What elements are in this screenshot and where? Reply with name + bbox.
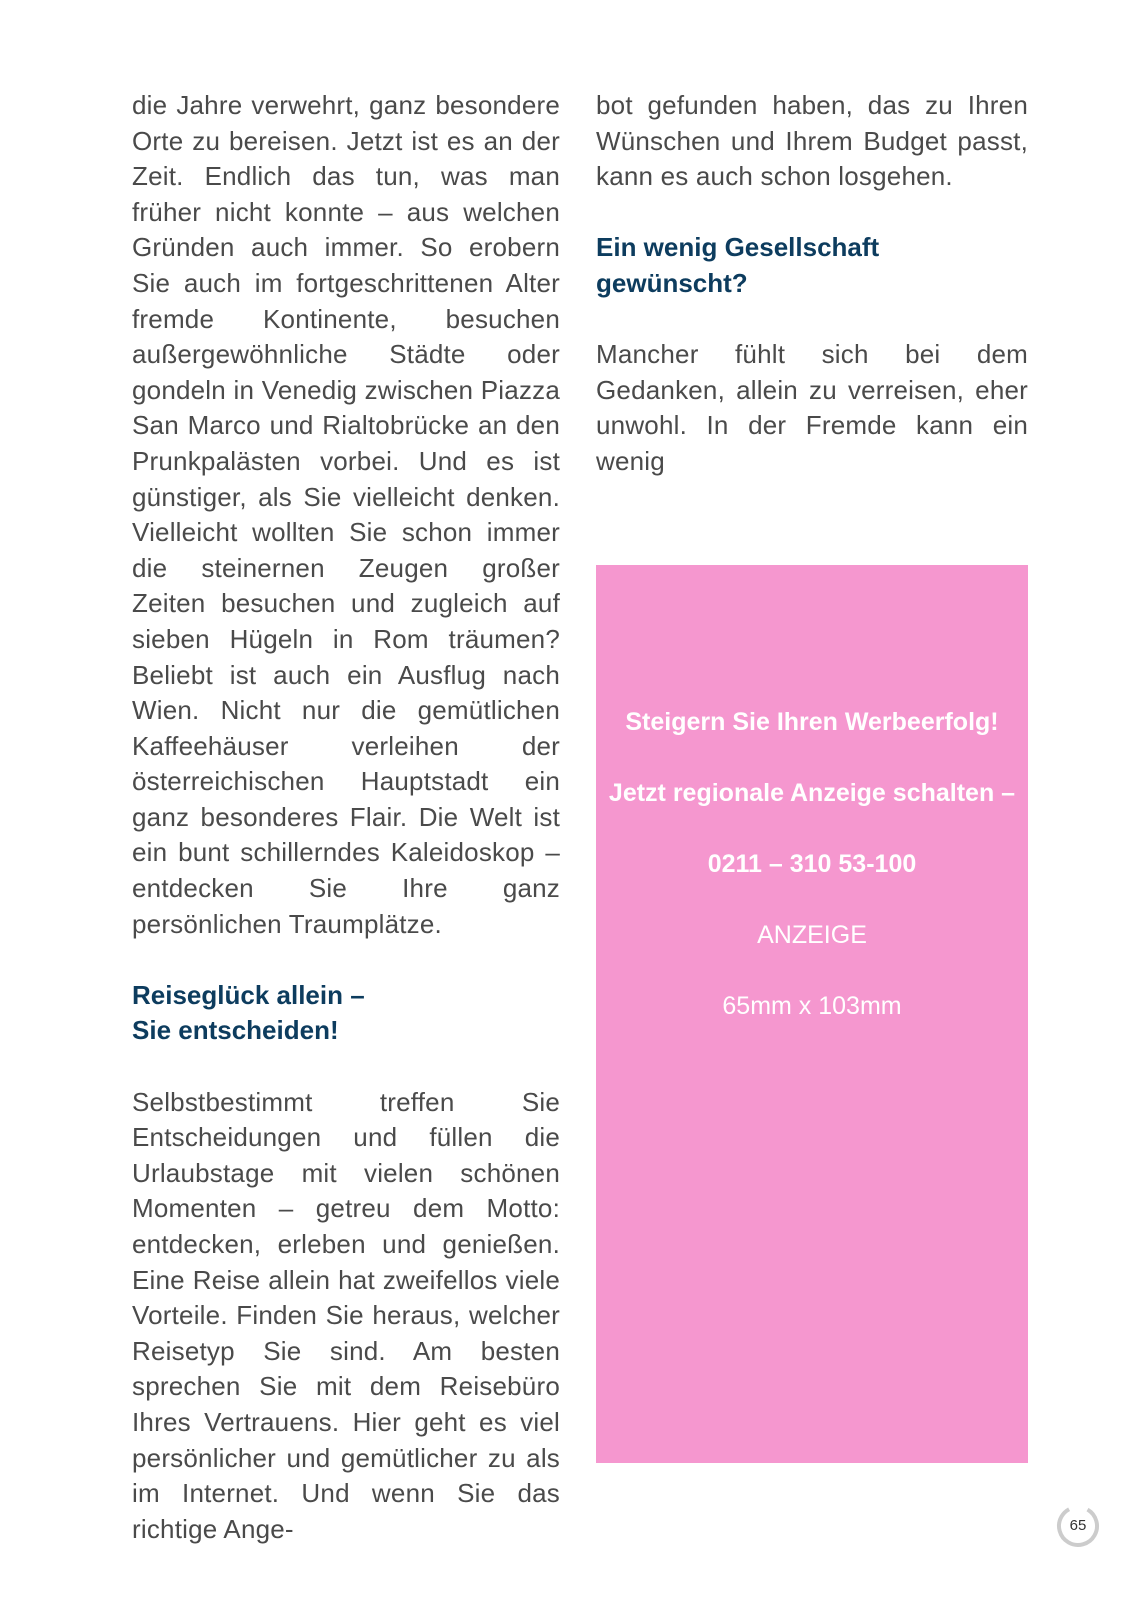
heading-line: Ein wenig Gesellschaft — [596, 232, 880, 263]
section-heading — [132, 978, 560, 1049]
heading-line: gewünscht? — [596, 267, 748, 298]
left-column — [132, 88, 560, 1547]
section-heading — [596, 230, 1028, 301]
ad-call-to-action: Jetzt regionale Anzeige schalten – — [608, 779, 1016, 807]
ad-headline: Steigern Sie Ihren Werbeerfolg! — [625, 708, 999, 736]
body-paragraph: Selbstbestimmt treffen Sie Entscheidungen und füllen die Urlaubstage mit vielen schönen Momenten – getreu dem Motto: entdecken, erleben und genießen. Eine Reise allein hat zweifellos viele Vorteile. Finden Sie heraus, welcher Reisetyp Sie sind. Am besten sprechen Sie mit dem Reisebüro Ihres Vertrauens. Hier geht es viel persönlicher und gemütlicher zu als im Internet. Und wenn Sie das richtige Ange- — [132, 1086, 560, 1544]
right-column — [596, 88, 1028, 480]
ad-label: ANZEIGE — [757, 921, 867, 949]
advertisement-placeholder — [596, 565, 1028, 1463]
page-number: 65 — [1069, 1517, 1087, 1534]
ad-size: 65mm x 103mm — [722, 992, 902, 1020]
ad-phone-number: 0211 – 310 53-100 — [707, 850, 917, 878]
heading-line: Reiseglück allein – — [132, 979, 365, 1010]
body-paragraph: die Jahre verwehrt, ganz besondere Orte zu bereisen. Jetzt ist es an der Zeit. Endlich das tun, was man früher nicht konnte – aus welchen Gründen auch immer. So erobern Sie auch im fortgeschrittenen Alter fremde Kontinente, besuchen außergewöhnliche Städte oder gondeln in Venedig zwischen Piazza San Marco und Rialtobrücke an den Prunkpalästen vorbei. Und es ist günstiger, als Sie vielleicht denken. Vielleicht wollten Sie schon immer die steinernen Zeugen großer Zeiten besuchen und zugleich auf sieben Hügeln in Rom träumen? Beliebt ist auch ein Ausflug nach Wien. Nicht nur die gemütlichen Kaffeehäuser verleihen der österreichischen Hauptstadt ein ganz besonderes Flair. Die Welt ist ein bunt schillerndes Kaleidoskop – entdecken Sie Ihre ganz persönlichen Traumplätze. — [132, 90, 560, 939]
heading-line: Sie entscheiden! — [132, 1015, 339, 1046]
body-paragraph: bot gefunden haben, das zu Ihren Wünschen und Ihrem Budget passt, kann es auch schon losgehen. — [596, 90, 1028, 192]
body-paragraph: Mancher fühlt sich bei dem Gedanken, allein zu verreisen, eher unwohl. In der Fremde kann ein wenig — [596, 339, 1028, 476]
page-number-badge — [1054, 1502, 1102, 1550]
